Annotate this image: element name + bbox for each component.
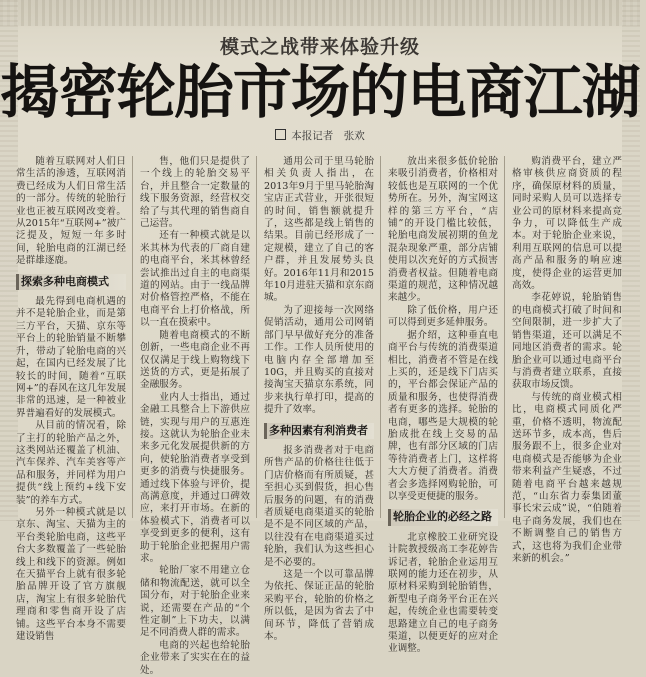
paragraph: 李花婷说，轮胎销售的电商模式打破了时间和空间限制，进一步扩大了销售渠道，还可以满足不同地区消费者的需求。轮胎企业可以通过电商平台与消费者建立联系，直接获取市场反馈。 (512, 292, 622, 391)
paragraph: 随着电商模式的不断创新，一些电商企业不再仅仅满足于线上购物线下送货的方式，更是拓展了金融服务。 (140, 329, 250, 391)
paragraph: 这是一个以可靠品牌为依托、保证正品的轮胎采购平台，轮胎的价格之所以低，是因为省去了中间环节，降低了营销成本。 (264, 569, 374, 643)
paragraph: 据介绍，这种垂直电商平台与传统的消费渠道相比，消费者不管是在线上买的，还是线下门店买的，平台都会保证产品的质量和服务，也使得消费者有更多的选择。轮胎的电商，哪些是大规模的轮胎成批在线上交易的品牌，也有部分区域的门店等待消费者上门，这样将大大方便了消费者。消费者会多选择网购轮胎，可以享受更便捷的服务。 (388, 329, 498, 502)
text-column-4 (388, 156, 498, 655)
top-margin-bleed (0, 0, 640, 26)
paragraph: 放出来很多低价轮胎来吸引消费者，价格相对较低也是互联网的一个优势所在。另外，淘宝网这样的第三方平台，“店铺”的开设门槛比较低，轮胎电商发展初期的鱼龙混杂现象严重，部分店铺使用以次充好的方式损害消费者权益。但随着电商渠道的规范，这种情况越来越少。 (388, 156, 498, 304)
paragraph: 业内人士指出，通过金融工具整合上下游供应链，实现与用户的互惠连接。这就认为轮胎企业未来多元化发展提供新的方向，使轮胎消费者享受到更多的消费与快捷服务。通过线下体验与评价，提高满意度，并通过口碑效应，来打开市场。在新的体验模式下，消费者可以享受到更多的便利，这有助于轮胎企业把握用户需求。 (140, 391, 250, 564)
paragraph: 与传统的商业模式相比，电商模式同质化严重，价格不透明，物流配送环节多，成本高，售后服务跟不上，很多企业对电商模式是否能够为企业带来利益产生疑惑，不过随着电商平台越来越规范，“山东省力泰集团董事长宋云成”说，“伯随着电子商务发展，我们也在不断调整自己的销售方式，这也将为我们企业带来新的机会。” (512, 391, 622, 564)
column-divider (256, 156, 257, 518)
column-divider (380, 156, 381, 518)
section-heading: 多种因素有利消费者 (264, 423, 374, 439)
text-column-3 (264, 156, 374, 643)
section-heading: 探索多种电商模式 (16, 274, 126, 290)
paragraph: 售，他们只是提供了一个线上的轮胎交易平台，并且整合一定数量的线下服务资源，经营权交给了与其代理的销售商自己运营。 (140, 156, 250, 230)
paragraph: 电商的兴起也给轮胎企业带来了实实在在的益处。 (140, 639, 250, 676)
paragraph: 还有一种模式就是以米其林为代表的厂商自建的电商平台，米其林曾经尝试推出过自主的电商渠道的网站。由于一线品牌对价格管控严格，不能在电商平台上打价格战，所以一直在摸索中。 (140, 230, 250, 329)
byline (0, 128, 640, 143)
paragraph: 购消费平台，建立严格审核供应商资质的程序，确保原材料的质量，同时采购人员可以选择专业公司的原材料来提高竞争力，可以降低生产成本。对于轮胎企业来说，利用互联网的信息可以提高产品和服务的响应速度，使得企业的运营更加高效。 (512, 156, 622, 292)
paragraph: 报多消费者对于电商所售产品的价格往往低于门店价格而有所质疑，甚至担心买到假货，担心售后服务的问题，有的消费者质疑电商渠道买的轮胎是不是不同区域的产品，以往没有在电商渠道买过轮胎，我们认为这些担心是不必要的。 (264, 444, 374, 568)
text-column-2 (140, 156, 250, 676)
paragraph: 除了低价格，用户还可以得到更多延伸服务。 (388, 304, 498, 329)
article-headline: 揭密轮胎市场的电商江湖 (0, 58, 640, 126)
text-column-5 (512, 156, 622, 564)
section-heading: 轮胎企业的必经之路 (388, 509, 498, 525)
article-subtitle: 模式之战带来体验升级 (219, 36, 420, 58)
paragraph: 北京橡胶工业研究设计院教授级高工李花婷告诉记者，轮胎企业运用互联网的能力还在初步，从原材料采购到轮胎销售，新型电子商务平台正在兴起，传统企业也需要转变思路建立自己的电子商务渠道，以便更好的应对企业调整。 (388, 531, 498, 655)
paragraph: 最先得到电商机遇的并不是轮胎企业，而是第三方平台，天猫、京东等平台上的轮胎销量不断攀升，带动了轮胎电商的兴起，在国内已经发展了比较长的时间，随着“互联网+”的春风在这几年发展非常的迅速，是一种被业界普遍看好的发展模式。 (16, 296, 126, 419)
text-column-1 (16, 156, 126, 643)
byline-box-icon (275, 129, 286, 140)
column-divider (504, 156, 505, 518)
paragraph: 轮胎厂家不用建立仓储和物流配送，就可以全国分布，对于轮胎企业来说，还需要在产品的“个性定制”上下功夫，以满足不同消费人群的需求。 (140, 565, 250, 639)
byline-text: 本报记者 张欢 (291, 130, 365, 142)
paragraph: 通用公司于里马轮胎相关负责人指出，在2013年9月于里马轮胎淘宝店正式营业，开张很短的时间，销售额就提升了，这些都是线上销售的结果。目前已经形成了一定规模，建立了自己的客户群，并且发展势头良好。2016年11月和2015年10月进驻天猫和京东商城。 (264, 156, 374, 304)
paragraph: 从目前的情况看，除了主打的轮胎产品之外，这类网站还覆盖了机油、汽车保养、汽车美容等产品和服务，并同样为用户提供“线上预约+线下安装”的养车方式。 (16, 420, 126, 506)
column-divider (132, 156, 133, 518)
paragraph: 另外一种模式就是以京东、淘宝、天猫为主的平台类轮胎电商，这些平台大多数覆盖了一些轮胎线上和线下的资源。例如在天猫平台上就有很多轮胎品牌开设了官方旗舰店，淘宝上有很多轮胎代理商和零售商开设了店铺。这些平台本身不需要建设销售 (16, 506, 126, 643)
paragraph: 随着互联网对人们日常生活的渗透，互联网消费已经成为人们日常生活的一部分。传统的轮胎行业也正被互联网改变着。从2015年“互联网+”被广泛提及，短短一年多时间，轮胎电商的江湖已经是群雄逐鹿。 (16, 156, 126, 267)
paragraph: 为了迎接每一次网络促销活动，通用公司网销部门早早做好充分的准备工作。工作人员所使用的电脑内存全部增加至10G，并且购买的直接对接淘宝天猫京东系统，同步来执行单打印，提高的提升了效率。 (264, 304, 374, 416)
